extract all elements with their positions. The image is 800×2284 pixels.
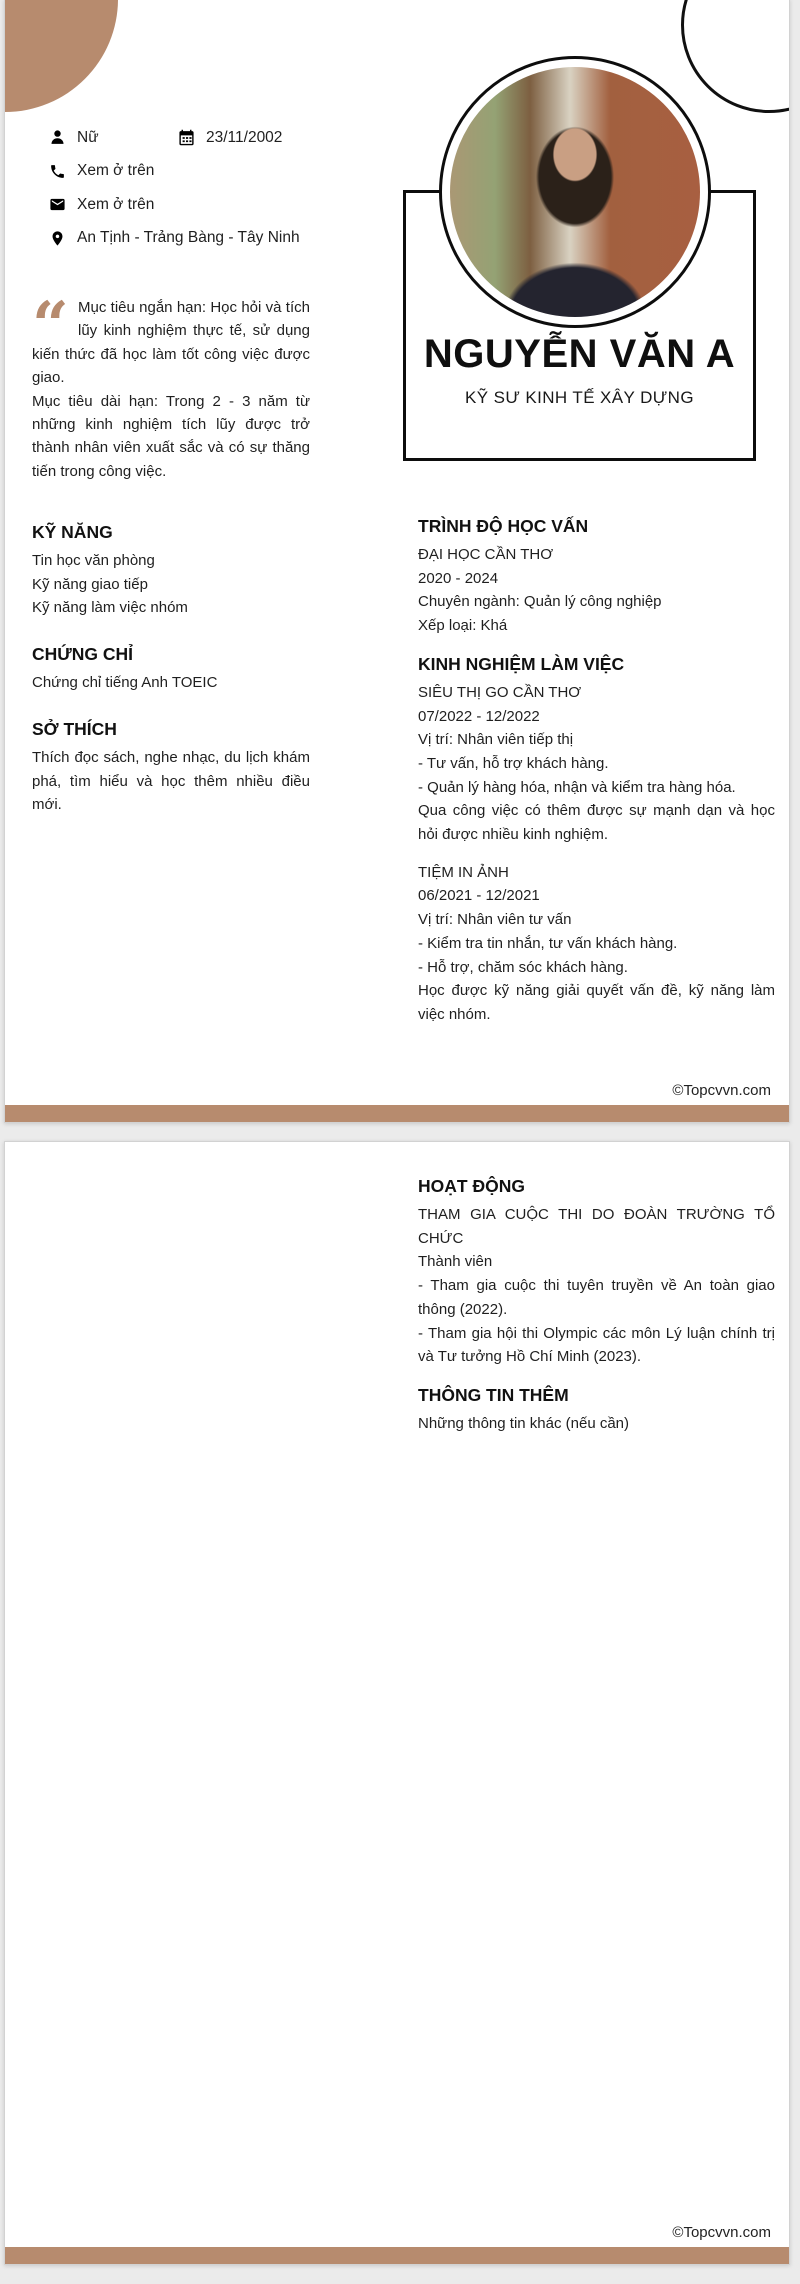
- job-company: TIỆM IN ẢNH: [418, 863, 509, 881]
- skill-item: Kỹ năng làm việc nhóm: [32, 599, 188, 617]
- candidate-job-title: KỸ SƯ KINH TẾ XÂY DỰNG: [465, 388, 694, 407]
- contact-row-address: [49, 222, 409, 256]
- candidate-name: NGUYỄN VĂN A: [423, 332, 736, 376]
- activities-organization: THAM GIA CUỘC THI DO ĐOÀN TRƯỜNG TỔ CHỨC: [418, 1206, 775, 1247]
- job-period: 07/2022 - 12/2022: [418, 707, 540, 725]
- corner-quarter-circle-decoration: [4, 0, 118, 112]
- certificate-item: Chứng chỉ tiếng Anh TOEIC: [32, 674, 218, 692]
- copyright-watermark: ©Topcvvn.com: [672, 1082, 771, 1099]
- cv-page-1: [4, 0, 790, 1123]
- copyright-watermark: ©Topcvvn.com: [672, 2224, 771, 2241]
- birthday-value: 23/11/2002: [206, 128, 283, 146]
- job-position: Vị trí: Nhân viên tư vấn: [418, 911, 572, 929]
- job-bullet: - Tư vấn, hỗ trợ khách hàng.: [418, 754, 609, 772]
- contact-row-gender-birthday: [49, 121, 409, 155]
- job-company: SIÊU THỊ GO CẦN THƠ: [418, 683, 582, 701]
- job-period: 06/2021 - 12/2021: [418, 887, 540, 905]
- job-summary: Học được kỹ năng giải quyết vấn đề, kỹ năng làm việc nhóm.: [418, 982, 775, 1023]
- education-major: Chuyên ngành: Quản lý công nghiệp: [418, 593, 662, 611]
- right-column: [418, 514, 775, 1027]
- activity-bullet: - Tham gia cuộc thi tuyên truyền về An toàn giao thông (2022).: [418, 1277, 775, 1318]
- job-bullet: - Kiểm tra tin nhắn, tư vấn khách hàng.: [418, 934, 678, 952]
- gender-value: Nữ: [77, 128, 99, 146]
- mail-icon: [49, 196, 66, 213]
- footer-accent-bar: [5, 2247, 789, 2264]
- location-icon: [49, 230, 66, 247]
- experience-section: [418, 652, 775, 1027]
- phone-value: Xem ở trên: [77, 162, 155, 180]
- job-bullet: - Hỗ trợ, chăm sóc khách hàng.: [418, 958, 628, 976]
- experience-heading: KINH NGHIỆM LÀM VIỆC: [418, 653, 625, 674]
- email-value: Xem ở trên: [77, 195, 155, 213]
- education-heading: TRÌNH ĐỘ HỌC VẤN: [418, 516, 589, 536]
- activities-role: Thành viên: [418, 1253, 493, 1271]
- right-column-page2: [418, 1174, 775, 1436]
- hobbies-text: Thích đọc sách, nghe nhạc, du lịch khám phá, tìm hiểu và học thêm nhiều điều mới.: [32, 748, 310, 814]
- skills-section: [32, 520, 310, 620]
- address-value: An Tịnh - Trảng Bàng - Tây Ninh: [77, 229, 300, 247]
- left-column: [32, 520, 310, 817]
- job-position: Vị trí: Nhân viên tiếp thị: [418, 731, 574, 749]
- quote-icon: “: [32, 288, 64, 363]
- calendar-icon: [178, 129, 195, 146]
- activity-bullet: - Tham gia hội thi Olympic các môn Lý luận chính trị và Tư tưởng Hồ Chí Minh (2023).: [418, 1324, 775, 1366]
- objective-short-term: Mục tiêu ngắn hạn: Học hỏi và tích lũy kinh nghiệm thực tế, sử dụng kiến thức đã học làm tốt công việc được giao.: [32, 299, 310, 387]
- experience-job: [418, 681, 775, 847]
- contact-row-email: [49, 188, 409, 222]
- activities-heading: HOẠT ĐỘNG: [418, 1176, 525, 1196]
- additional-info-text: Những thông tin khác (nếu cần): [418, 1414, 630, 1432]
- hobbies-section: [32, 717, 310, 817]
- career-objective: [32, 288, 310, 483]
- footer-accent-bar: [5, 1105, 789, 1122]
- cv-page-2: [4, 1141, 790, 2265]
- education-section: [418, 514, 775, 638]
- skills-heading: KỸ NĂNG: [32, 522, 113, 542]
- objective-long-term: Mục tiêu dài hạn: Trong 2 - 3 năm từ những kinh nghiệm tích lũy được trở thành nhân viên xuất sắc và có sự thăng tiến trong công việc.: [32, 392, 310, 480]
- education-period: 2020 - 2024: [418, 569, 499, 587]
- birthday-cell: [178, 121, 282, 155]
- job-bullet: - Quản lý hàng hóa, nhận và kiểm tra hàng hóa.: [418, 778, 736, 796]
- outline-circle-decoration: [681, 0, 790, 113]
- activities-section: [418, 1174, 775, 1369]
- additional-info-section: [418, 1383, 775, 1436]
- certificates-section: [32, 642, 310, 695]
- certificates-heading: CHỨNG CHỈ: [32, 644, 134, 665]
- profile-photo: [450, 67, 700, 317]
- profile-photo-frame: [439, 56, 711, 328]
- skill-item: Kỹ năng giao tiếp: [32, 575, 148, 593]
- phone-icon: [49, 163, 66, 180]
- education-school: ĐẠI HỌC CẦN THƠ: [418, 546, 554, 563]
- skill-item: Tin học văn phòng: [32, 552, 155, 569]
- hobbies-heading: SỞ THÍCH: [32, 718, 117, 739]
- person-icon: [49, 129, 66, 146]
- experience-job: [418, 861, 775, 1027]
- contact-row-phone: [49, 155, 409, 189]
- education-grade: Xếp loại: Khá: [418, 617, 508, 635]
- contact-info: [49, 121, 409, 255]
- job-summary: Qua công việc có thêm được sự mạnh dạn và học hỏi được nhiều kinh nghiệm.: [418, 802, 775, 844]
- additional-info-heading: THÔNG TIN THÊM: [418, 1384, 569, 1405]
